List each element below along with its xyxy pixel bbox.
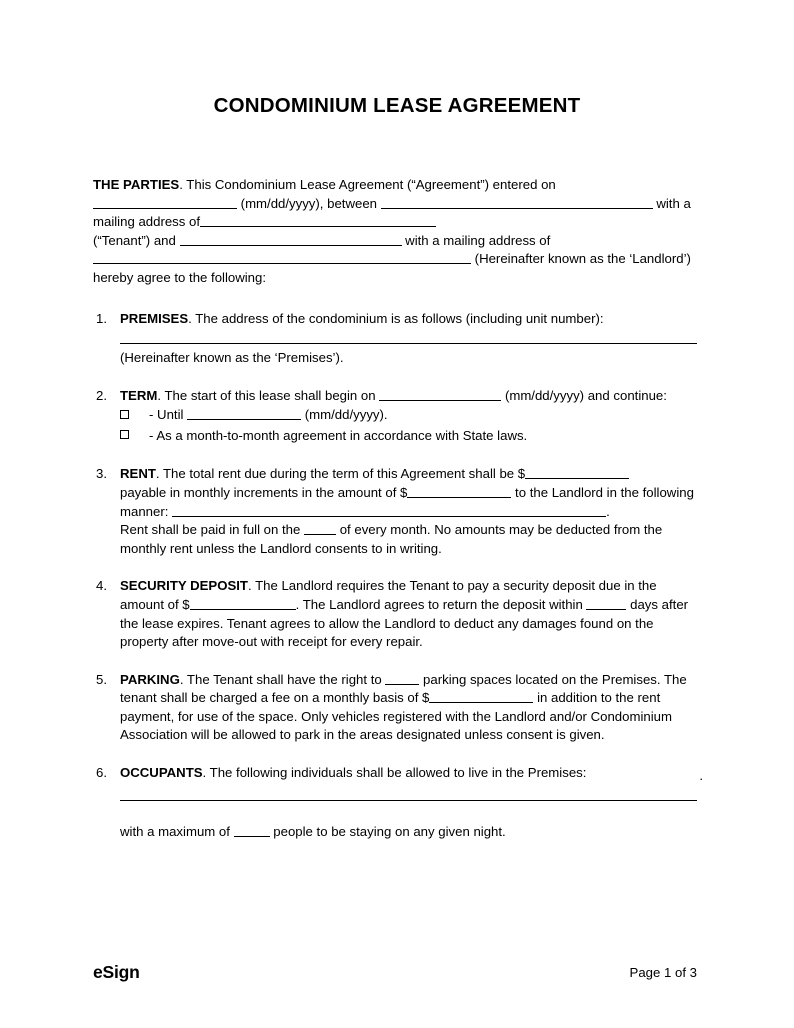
deposit-return-days-blank[interactable] (586, 597, 626, 610)
section-occupants (93, 764, 703, 841)
parties-landlord-name-blank[interactable] (180, 233, 402, 246)
parties-text-1: . This Condominium Lease Agreement (“Agreement”) entered on (179, 177, 556, 192)
rent-manner-blank[interactable] (172, 503, 606, 516)
rent-total-blank[interactable] (525, 466, 629, 479)
esign-logo: eSign (93, 962, 140, 982)
section-number: 2. (96, 387, 107, 403)
section-text: . The Landlord requires the Tenant to pay a security deposit due in the amount of $ (120, 578, 657, 612)
parking-spaces-blank[interactable] (385, 672, 419, 685)
deposit-text-3: days after the lease expires. Tenant agrees to allow the Landlord to deduct any damages found on the property after move-out with receipt for every repair. (120, 596, 689, 650)
section-term (93, 387, 697, 447)
term-option-month-to-month[interactable] (120, 426, 697, 447)
parking-fee-blank[interactable] (429, 690, 533, 703)
section-heading: RENT (120, 466, 156, 482)
page-title: CONDOMINIUM LEASE AGREEMENT (213, 94, 581, 117)
term-option-until-label-pre: - Until (149, 407, 184, 423)
parking-text-3: in addition to the rent payment, for use of the space. Only vehicles registered with the Landlord and/or Condominium Association will be allowed to park in the areas designated unless consent is given. (120, 690, 672, 743)
parties-tenant-name-blank[interactable] (381, 195, 653, 208)
parties-text-5: with a mailing address of (405, 232, 551, 248)
deposit-text-2: . The Landlord agrees to return the deposit within (295, 596, 583, 612)
premises-hereinafter-text: (Hereinafter known as the ‘Premises’). (120, 350, 344, 366)
parking-text-2: parking spaces located on the Premises. The tenant shall be charged a fee on a monthly basis of $ (120, 671, 687, 706)
occupants-max-blank[interactable] (234, 824, 270, 837)
parties-text-4: (“Tenant”) and (93, 232, 176, 248)
page-footer (93, 962, 697, 990)
section-premises (93, 310, 697, 368)
checkbox-icon[interactable] (120, 410, 129, 419)
section-text: . The Tenant shall have the right to (179, 671, 382, 687)
page-number-label: Page 1 of 3 (629, 965, 697, 980)
section-text: . The total rent due during the term of this Agreement shall be $ (155, 466, 526, 482)
section-text: . The address of the condominium is as follows (including unit number): (188, 310, 604, 326)
parties-text-3: with a mailing address of (93, 195, 691, 230)
parties-landlord-address-blank[interactable] (93, 251, 471, 264)
section-rent: 3. RENT. The total rent due during the term of this Agreement shall be $ payable in monthly increments in the amount of $ to the Landlord in the following manner: . Rent shall be paid in full on the of every month. No amounts may be deducted from the monthly rent unless the Landlord consents to in writing. (96, 466, 694, 556)
section-heading: TERM (120, 387, 158, 403)
parties-date-blank[interactable] (93, 195, 237, 208)
section-security-deposit (93, 577, 697, 651)
section-number: 1. (96, 310, 107, 326)
section-number: 6. (96, 765, 107, 781)
rent-text-4: Rent shall be paid in full on the (120, 522, 301, 538)
parties-text-6: (Hereinafter known as the ‘Landlord’) hereby agree to the following: (93, 251, 691, 285)
deposit-amount-blank[interactable] (190, 597, 296, 610)
parties-text-2: (mm/dd/yyyy), between (240, 195, 377, 211)
section-heading: PREMISES (120, 310, 189, 326)
term-option-until[interactable] (120, 405, 697, 426)
term-option-until-label-post: (mm/dd/yyyy). (304, 407, 388, 423)
occupants-names-blank[interactable] (120, 800, 697, 801)
rent-due-day-blank[interactable] (304, 522, 336, 535)
section-number: 4. (96, 578, 107, 594)
parties-heading: THE PARTIES (93, 177, 180, 192)
section-parking (93, 671, 697, 745)
rent-text-2: payable in monthly increments in the amount of $ (120, 484, 408, 500)
rent-text-3: to the Landlord in the following manner: (120, 484, 694, 519)
occupants-text-pre: with a maximum of (120, 823, 230, 839)
parties-tenant-address-blank[interactable] (200, 214, 436, 227)
term-option-month-to-month-label: - As a month-to-month agreement in accordance with State laws. (149, 427, 528, 443)
occupants-text-post: people to be staying on any given night. (273, 823, 506, 839)
sections-list (93, 310, 703, 842)
section-heading: PARKING (120, 671, 180, 687)
occupants-period: . (699, 768, 703, 784)
section-text: . The following individuals shall be allowed to live in the Premises: (202, 765, 587, 781)
checkbox-icon[interactable] (120, 430, 129, 439)
rent-monthly-blank[interactable] (407, 485, 511, 498)
section-number: 3. (96, 466, 107, 482)
rent-text-5: of every month. No amounts may be deducted from the monthly rent unless the Landlord consents to in writing. (120, 522, 663, 556)
section-heading: OCCUPANTS (120, 765, 203, 781)
term-end-date-blank[interactable] (187, 407, 301, 420)
premises-address-blank[interactable] (120, 343, 697, 344)
section-number: 5. (96, 671, 107, 687)
section-heading: SECURITY DEPOSIT (120, 578, 248, 594)
document-body (93, 176, 703, 860)
term-start-date-blank[interactable] (379, 388, 501, 401)
section-text: . The start of this lease shall begin on (157, 387, 376, 403)
term-text-2: (mm/dd/yyyy) and continue: (504, 387, 667, 403)
parties-paragraph (93, 176, 697, 288)
